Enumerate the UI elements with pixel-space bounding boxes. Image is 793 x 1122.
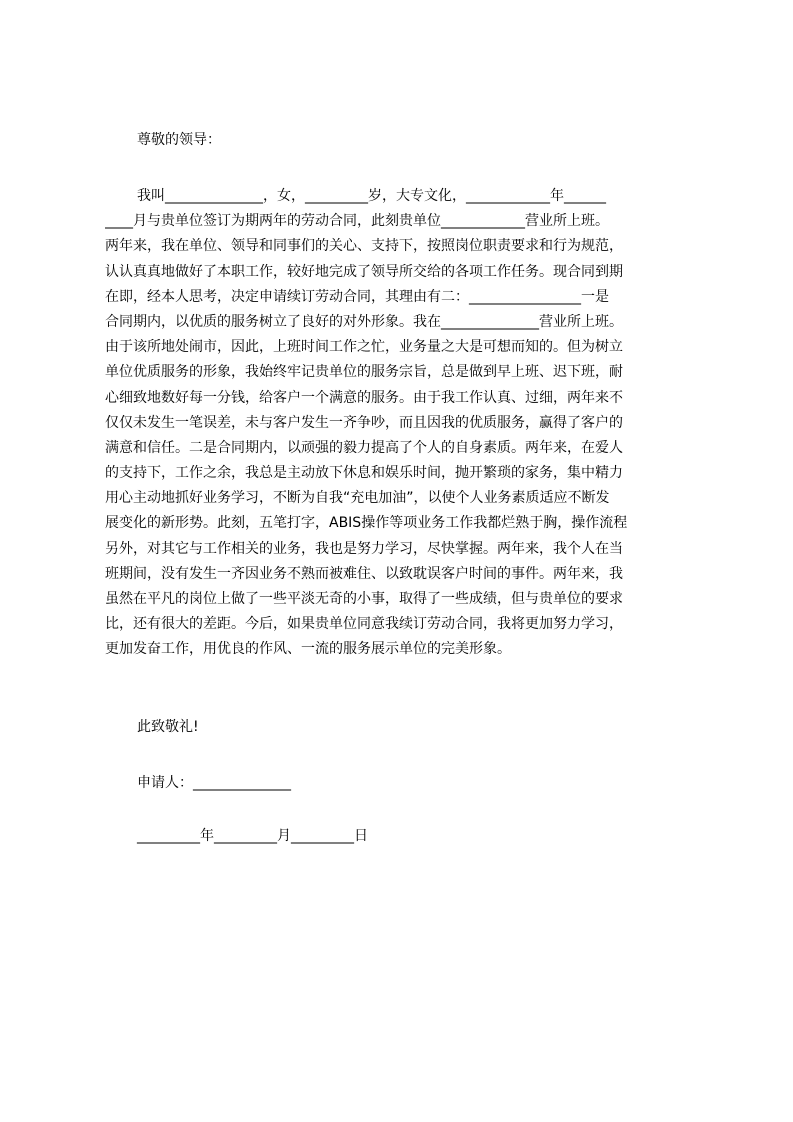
- body-line: 班期间，没有发生一齐因业务不熟而被难住、以致耽误客户时间的事件。两年来，我: [105, 565, 623, 582]
- body-line: 我叫______________，女，_________岁，大专文化，____________年______: [137, 188, 606, 204]
- date-line: _________年_________月_________日: [137, 828, 368, 844]
- body-line: 由于该所地处闹市，因此，上班时间工作之忙，业务量之大是可想而知的。但为树立: [105, 339, 623, 356]
- body-line: 两年来，我在单位、领导和同事们的关心、支持下，按照岗位职责要求和行为规范，: [105, 238, 623, 255]
- body-line: 在即，经本人思考，决定申请续订劳动合同，其理由有二：________________一是: [105, 288, 609, 305]
- closing-phrase: 此致敬礼!: [137, 719, 199, 735]
- body-line: 更加发奋工作，用优良的作风、一流的服务展示单位的完美形象。: [105, 641, 511, 658]
- salutation: 尊敬的领导：: [137, 132, 221, 148]
- body-line: 满意和信任。二是合同期内，以顽强的毅力提高了个人的自身素质。两年来，在爱人: [105, 439, 623, 456]
- body-line: 另外，对其它与工作相关的业务，我也是努力学习，尽快掌握。两年来，我个人在当: [105, 540, 623, 557]
- body-line: 心细致地数好每一分钱，给客户一个满意的服务。由于我工作认真、过细，两年来不: [105, 389, 623, 406]
- body-line: ____月与贵单位签订为期两年的劳动合同，此刻贵单位____________营业所上班。: [105, 213, 609, 230]
- body-line: 用心主动地抓好业务学习，不断为自我“充电加油”，以使个人业务素质适应不断发: [105, 490, 610, 507]
- body-line: 展变化的新形势。此刻，五笔打字，ABIS操作等项业务工作我都烂熟于胸，操作流程: [105, 515, 628, 532]
- body-line: 比，还有很大的差距。今后，如果贵单位同意我续订劳动合同，我将更加努力学习，: [105, 616, 623, 633]
- body-line: 虽然在平凡的岗位上做了一些平淡无奇的小事，取得了一些成绩，但与贵单位的要求: [105, 591, 623, 607]
- body-line: 单位优质服务的形象，我始终牢记贵单位的服务宗旨，总是做到早上班、迟下班，耐: [105, 364, 623, 381]
- body-line: 仅仅未发生一笔误差，未与客户发生一齐争吵，而且因我的优质服务，赢得了客户的: [105, 414, 623, 431]
- body-line: 认认真真地做好了本职工作，较好地完成了领导所交给的各项工作任务。现合同到期: [105, 263, 623, 280]
- applicant-signature-line: 申请人：______________: [137, 775, 291, 791]
- body-line: 的支持下，工作之余，我总是主动放下休息和娱乐时间，抛开繁琐的家务，集中精力: [105, 465, 623, 482]
- body-paragraph: [105, 184, 698, 694]
- body-line: 合同期内，以优质的服务树立了良好的对外形象。我在______________营业所上班。: [105, 313, 623, 330]
